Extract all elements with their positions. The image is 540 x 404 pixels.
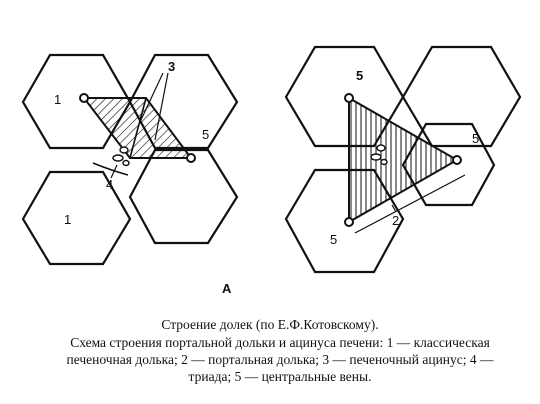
central-vein-r-top (345, 94, 353, 102)
hexagon-bottom-right (130, 150, 237, 243)
central-vein-r-bottom (345, 218, 353, 226)
label-5-bottom: 5 (330, 232, 338, 247)
label-5-left: 5 (202, 127, 210, 142)
label-5-top: 5 (356, 68, 364, 83)
left-hexagons (23, 55, 237, 264)
hexagon-bottom-center (23, 172, 130, 264)
caption-title: Строение долек (по Е.Ф.Котовскому). (161, 317, 379, 332)
central-vein-r-right (453, 156, 461, 164)
label-5-right: 5 (472, 131, 480, 146)
label-2: 2 (392, 213, 400, 228)
central-vein-right (187, 154, 195, 162)
triad-left (113, 147, 129, 166)
portal-lobule-triangle (349, 98, 457, 222)
label-1-top: 1 (54, 92, 62, 107)
label-1-bottom: 1 (64, 212, 72, 227)
central-vein-left (80, 94, 88, 102)
label-3: 3 (168, 59, 176, 74)
hexagon-r-top-right (403, 47, 520, 146)
panel-label: A (222, 281, 232, 296)
label-4: 4 (106, 177, 114, 192)
caption-body: Схема строения портальной дольки и ацинуса печени: 1 — классическая печеночная долька; 2 — портальная долька; 3 — печеночный ацинус; 4 — триада; 5 — центральные вены. (66, 335, 494, 384)
